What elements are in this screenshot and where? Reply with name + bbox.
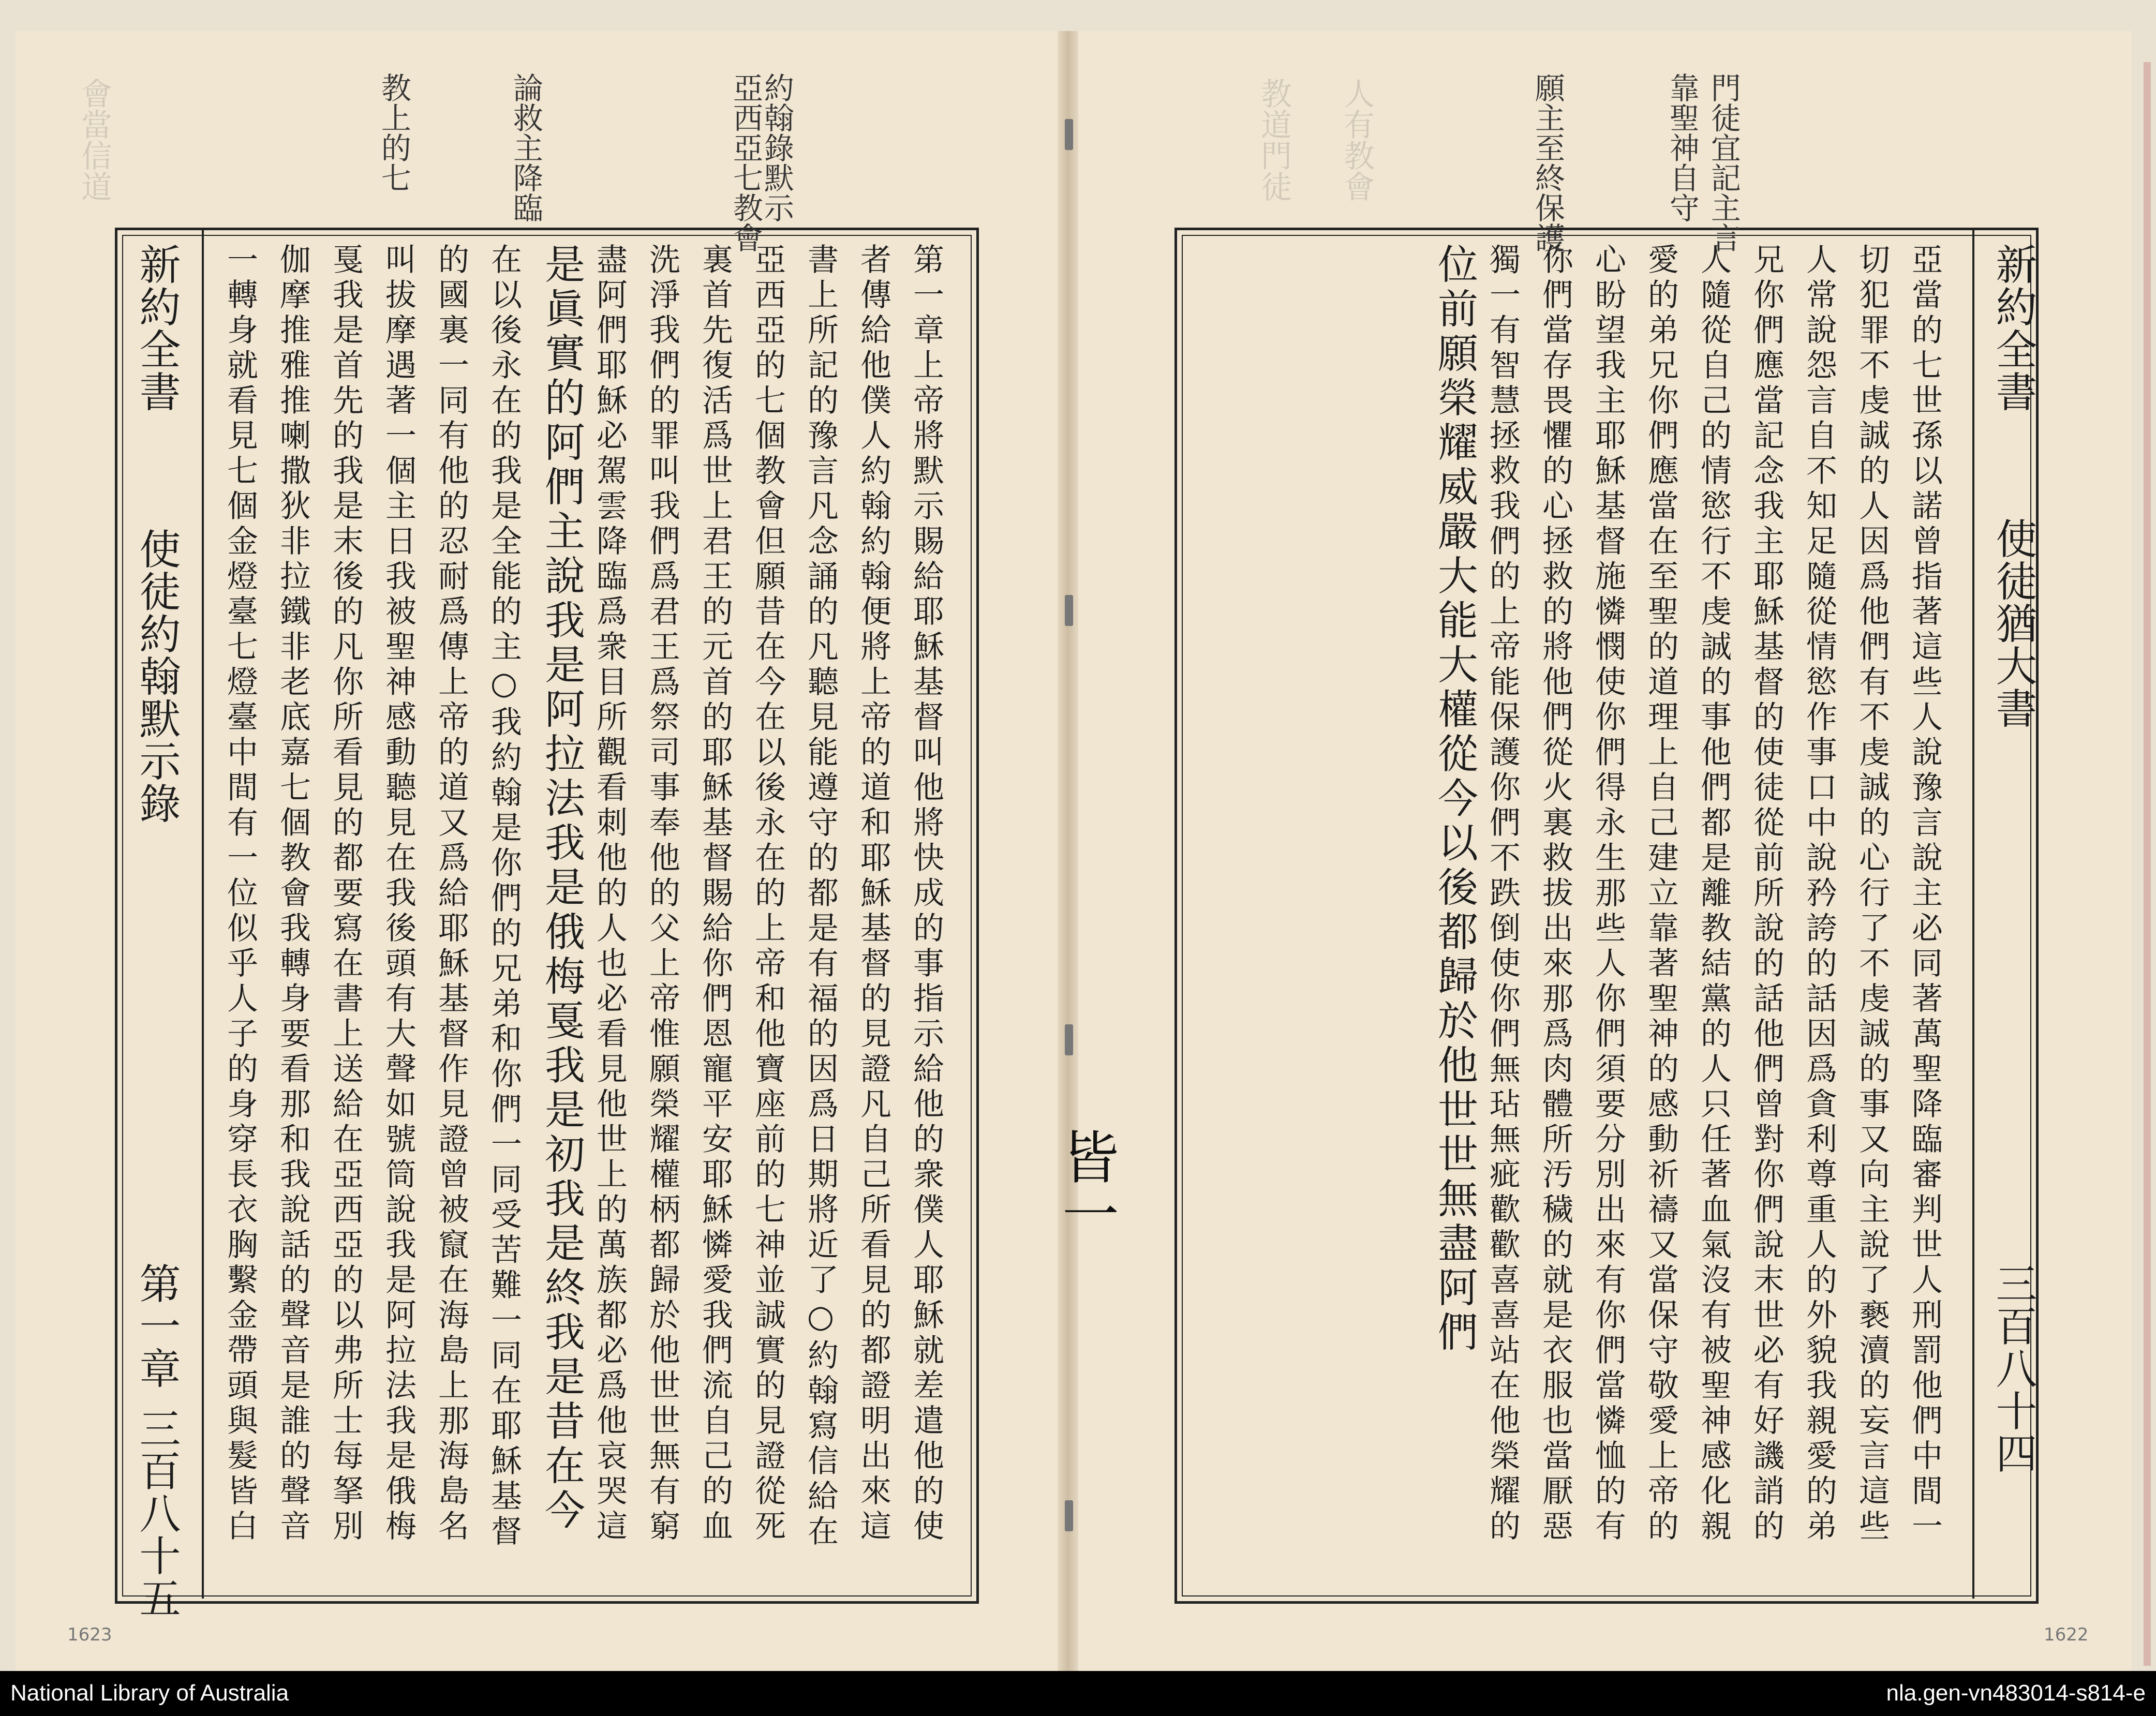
text-column: 戛我是首先的我是末後的凡你所看見的都要寫在書上送給在亞西亞的以弗所士每拏別 (328, 243, 364, 1545)
margin-note: 願主至終保護 (1529, 72, 1565, 252)
margin-note: 靠聖神自守 (1664, 72, 1700, 222)
margin-note: 約翰錄默示 (759, 72, 794, 222)
margin-note: 教上的七 (376, 72, 411, 192)
chapter-label: 第一章 (132, 1262, 181, 1390)
text-column: 第一章上帝將默示賜給耶穌基督叫他將快成的事指示給他的衆僕人耶穌就差遣他的使 (908, 243, 944, 1545)
running-title: 新約全書 (132, 243, 181, 413)
bleed-through-text: 教道門徒 (1256, 78, 1292, 202)
margin-note: 門徒宜記主言 (1705, 72, 1741, 252)
text-column: 愛的弟兄你們應當在至聖的道理上自己建立靠著聖神的感動祈禱又當保守敬愛上帝的 (1643, 243, 1679, 1545)
text-column: 人常說怨言自不知足隨從情慾作事口中說矜誇的話因爲貪利尊重人的外貌我親愛的弟 (1801, 243, 1837, 1545)
binding-stitch (1065, 595, 1073, 626)
text-column: 是眞實的阿們主說我是阿拉法我是俄梅戛我是初我是終我是昔在今 (538, 243, 585, 1533)
text-column: 獨一有智慧拯救我們的上帝能保護你們不跌倒使你們無玷無疵歡歡喜喜站在他榮耀的 (1484, 243, 1521, 1545)
text-column: 盡阿們耶穌必駕雲降臨爲衆目所觀看刺他的人也必看見他世上的萬族都必爲他哀哭這 (591, 243, 628, 1545)
pencil-folio: 1622 (2044, 1624, 2089, 1645)
book-title: 使徒約翰默示錄 (132, 528, 181, 825)
text-column: 裏首先復活爲世上君王的元首的耶穌基督賜給你們恩寵平安耶穌憐愛我們流自己的血 (697, 243, 733, 1545)
text-column: 兄你們應當記念我主耶穌基督的使徒從前所說的話他們曾對你們說末世必有好譏誚的 (1748, 243, 1785, 1545)
text-column: 伽摩推雅推喇撒狄非拉鐵非老底嘉七個教會我轉身要看那和我說話的聲音是誰的聲音 (275, 243, 311, 1545)
text-column: 位前願榮耀威嚴大能大權從今以後都歸於他世世無盡阿們 (1431, 243, 1478, 1355)
text-column: 切犯罪不虔誠的人因爲他們有不虔誠的心行了不虔誠的事又向主說了褻瀆的妄言這些 (1854, 243, 1890, 1545)
text-column: 洗淨我們的罪叫我們爲君王爲祭司事奉他的父上帝惟願榮耀權柄都歸於他世世無有窮 (644, 243, 680, 1545)
text-column: 者傳給他僕人約翰約翰便將上帝的道和耶穌基督的見證凡自己所看見的都證明出來這 (855, 243, 891, 1545)
binding-stitch (1065, 1024, 1073, 1055)
running-title: 新約全書 (1989, 243, 2037, 413)
text-column: 人隨從自己的情慾行不虔誠的事他們都是離教結黨的人只任著血氣沒有被聖神感化親 (1696, 243, 1732, 1545)
binding-stitch (1065, 1500, 1073, 1531)
bleed-through-text: 人有教會 (1339, 78, 1375, 202)
text-column: 書上所記的豫言凡念誦的凡聽見能遵守的都是有福的因爲日期將近了○約翰寫信給在 (802, 243, 839, 1550)
text-column: 亞當的七世孫以諾曾指著這些人說豫言說主必同著萬聖降臨審判世人刑罰他們中間一 (1907, 243, 1943, 1545)
footer-library-name: National Library of Australia (10, 1680, 289, 1706)
margin-note: 論救主降臨 (508, 72, 543, 222)
gutter-signature-mark: 皆一 (1053, 1128, 1119, 1242)
bleed-through-text: 會當信道 (76, 78, 112, 202)
footer-bar (0, 1671, 2156, 1716)
page-edge (2144, 62, 2151, 1666)
header-rule (202, 228, 204, 1599)
page-number: 三百八十五 (132, 1407, 181, 1619)
pencil-folio: 1623 (67, 1624, 112, 1645)
text-column: 叫拔摩遇著一個主日我被聖神感動聽見在我後頭有大聲如號筒說我是阿拉法我是俄梅 (380, 243, 417, 1545)
text-column: 亞西亞的七個教會但願昔在今在以後永在的上帝和他寶座前的七神並誠實的見證從死 (750, 243, 786, 1545)
page-number: 三百八十四 (1989, 1262, 2037, 1474)
text-column: 的國裏一同有他的忍耐爲傳上帝的道又爲給耶穌基督作見證曾被竄在海島上那海島名 (433, 243, 469, 1545)
margin-note: 亞西亞七教會 (727, 72, 763, 252)
footer-item-id: nla.gen-vn483014-s814-e (1886, 1680, 2146, 1706)
binding-stitch (1065, 119, 1073, 150)
text-column: 心盼望我主耶穌基督施憐憫使你們得永生那些人你們須要分別出來有你們當憐恤的有 (1590, 243, 1626, 1545)
text-column: 一轉身就看見七個金燈臺七燈臺中間有一位似乎人子的身穿長衣胸繫金帶頭與髮皆白 (222, 243, 258, 1545)
header-rule (1972, 228, 1974, 1599)
text-column: 在以後永在的我是全能的主○我約翰是你們的兄弟和你們一同受苦難一同在耶穌基督 (486, 243, 522, 1550)
text-column: 你們當存畏懼的心拯救的將他們從火裏救拔出來那爲肉體所汚穢的就是衣服也當厭惡 (1537, 243, 1573, 1545)
book-gutter (1058, 31, 1078, 1671)
book-title: 使徒猶大書 (1989, 517, 2037, 729)
